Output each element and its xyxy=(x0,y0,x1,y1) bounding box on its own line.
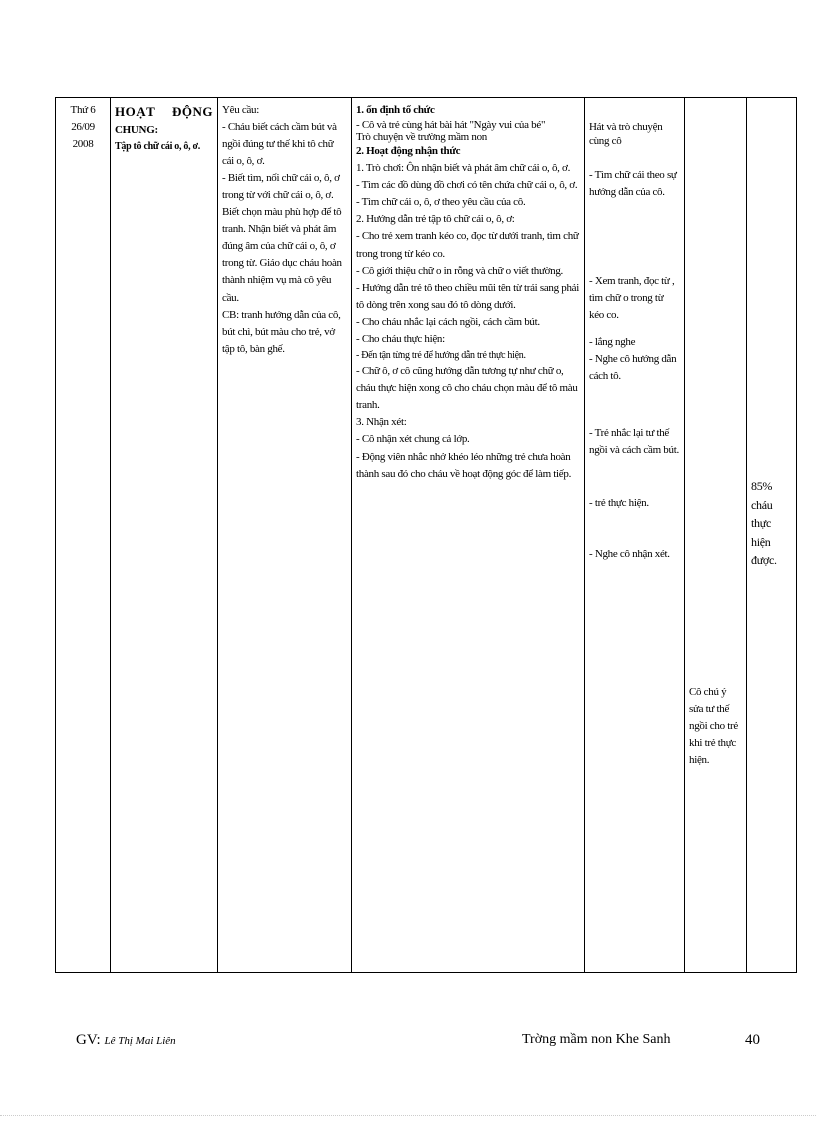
requirements-cell xyxy=(218,98,352,973)
section-title: 2. Hoạt động nhận thức xyxy=(356,145,461,158)
page-bottom-divider xyxy=(0,1115,816,1116)
page-number: 40 xyxy=(745,1032,760,1048)
procedure-step: - Hướng dẫn trẻ tô theo chiều mũi tên từ trái sang phải tô dòng trên xong sau đó tô dòng dưới. xyxy=(356,281,580,311)
procedure-step: Trò chuyện về trường mầm non xyxy=(356,131,487,144)
procedure-step: - Cho cháu thực hiện: xyxy=(356,332,445,345)
note-text: Cô chú ý sửa tư thế ngồi cho trẻ khi trẻ thực hiện. xyxy=(689,686,738,767)
teacher-signature xyxy=(76,1032,176,1049)
children-activity-cell xyxy=(585,98,685,973)
procedure-step: - Cô nhận xét chung cả lớp. xyxy=(356,433,470,446)
teacher-name: Lê Thị Mai Liên xyxy=(104,1035,176,1047)
section-title: 1. ổn định tổ chức xyxy=(356,104,435,116)
notes-cell xyxy=(685,98,747,973)
procedure-step: - Cô giới thiệu chữ o in rỗng và chữ o viết thường. xyxy=(356,264,563,277)
preparation-text: CB: tranh hướng dẫn của cô, bút chì, bút màu cho trẻ, vở tập tô, bàn ghế. xyxy=(222,308,341,355)
child-activity: - trẻ thực hiện. xyxy=(589,497,649,510)
lesson-row xyxy=(56,98,797,973)
requirement-text: - Biết tìm, nối chữ cái o, ô, ơ trong từ với chữ cái o, ô, ơ. Biết chọn màu phù hợp để tô tranh. Nhận biết và phát âm đúng âm của chữ cái o, ô, ơ trong từ. Giáo dục cháu hoàn thành nhiệm vụ mà cô yêu cầu. xyxy=(222,172,342,304)
procedure-step: 1. Trò chơi: Ôn nhận biết và phát âm chữ cái o, ô, ơ. xyxy=(356,162,571,175)
section-title: 3. Nhận xét: xyxy=(356,416,407,429)
activity-subject: Tập tô chữ cái o, ô, ơ. xyxy=(115,141,200,153)
procedure-step: - Động viên nhắc nhở khéo léo những trẻ chưa hoàn thành sau đó cho cháu về hoạt động góc để làm tiếp. xyxy=(356,450,572,480)
child-activity: - Xem tranh, đọc từ , tìm chữ o trong từ kéo co. xyxy=(589,274,675,321)
activity-title-line2: CHUNG: xyxy=(115,124,158,137)
procedure-step: - Tìm các đồ dùng đồ chơi có tên chứa chữ cái o, ô, ơ. xyxy=(356,179,578,192)
child-activity: - Tìm chữ cái theo sự hướng dẫn của cô. xyxy=(589,168,677,198)
activity-title: HOẠT ĐỘNG xyxy=(115,104,213,119)
weekday: Thứ 6 xyxy=(70,104,96,116)
procedure-step: 2. Hướng dẫn trẻ tập tô chữ cái o, ô, ơ: xyxy=(356,213,515,226)
procedure-step: - Tìm chữ cái o, ô, ơ theo yêu cầu của cô. xyxy=(356,196,526,209)
year: 2008 xyxy=(72,138,94,151)
teacher-label: GV: xyxy=(76,1032,101,1048)
procedure-step: - Cho trẻ xem tranh kéo co, đọc từ dưới tranh, tìm chữ trong trong từ kéo co. xyxy=(356,230,579,260)
result-text: 85% cháu thực hiện được. xyxy=(751,479,777,568)
procedure-step: - Cho cháu nhắc lại cách ngồi, cách cầm bút. xyxy=(356,315,540,328)
requirements-heading: Yêu cầu: xyxy=(222,104,259,116)
procedure-step: - Đến tận từng trẻ để hướng dẫn trẻ thực hiện. xyxy=(356,349,526,361)
procedure-cell xyxy=(352,98,585,973)
child-activity: - lắng nghe xyxy=(589,335,636,348)
activity-cell xyxy=(111,98,218,973)
requirement-text: - Cháu biết cách cầm bút và ngồi đúng tư thế khi tô chữ cái o, ô, ơ. xyxy=(222,121,337,168)
procedure-step: - Cô và trẻ cùng hát bài hát "Ngày vui của bé" xyxy=(356,119,546,132)
child-activity: - Trẻ nhắc lại tư thế ngồi và cách cầm bút. xyxy=(589,426,679,457)
result-cell xyxy=(747,98,797,973)
child-activity: - Nghe cô hướng dẫn cách tô. xyxy=(589,352,677,382)
child-activity: Hát và trò chuyện cùng cô xyxy=(589,121,663,148)
school-name: Trờng mầm non Khe Sanh xyxy=(522,1032,671,1047)
day-cell xyxy=(56,98,111,973)
child-activity: - Nghe cô nhận xét. xyxy=(589,548,670,561)
lesson-plan-table xyxy=(55,97,797,973)
date: 26/09 xyxy=(71,121,95,134)
procedure-step: - Chữ ô, ơ cô cũng hướng dẫn tương tự như chữ o, cháu thực hiện xong cô cho cháu chọn màu để tô màu tranh. xyxy=(356,365,578,412)
